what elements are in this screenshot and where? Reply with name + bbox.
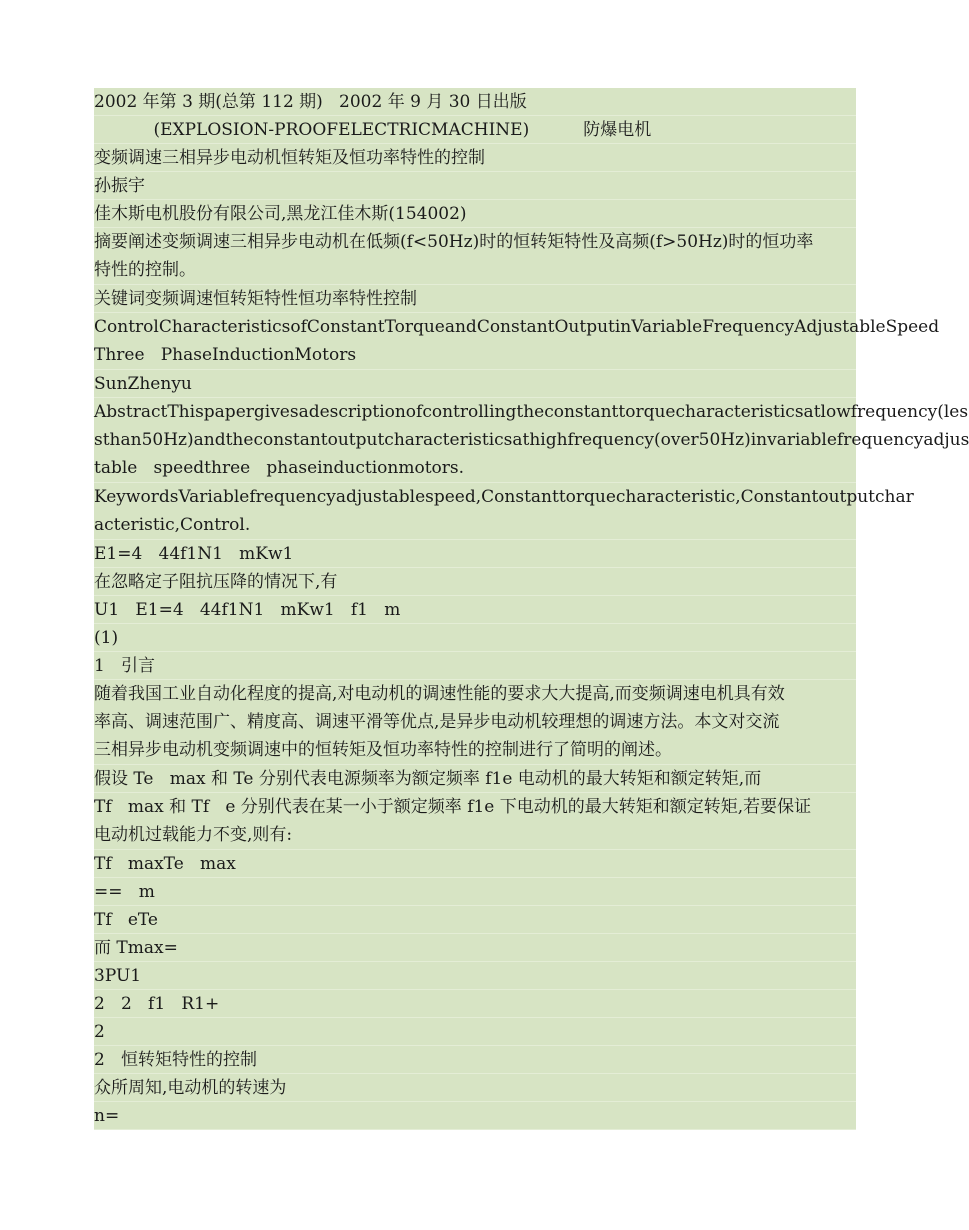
equation-number: (1): [94, 624, 856, 652]
section-heading-1: 1 引言: [94, 652, 856, 680]
abstract-en-word: sthan50Hz)andtheconstantoutputcharacteristicsathighfrequency(over50Hz)invariable: [94, 430, 837, 450]
equation-line: == m: [94, 878, 856, 906]
equation-line: 3PU1: [94, 962, 856, 990]
journal-name: (EXPLOSION-PROOFELECTRICMACHINE) 防爆电机: [94, 116, 856, 144]
equation-line: 2: [94, 1018, 856, 1046]
title-en-line: Three PhaseInductionMotors: [94, 345, 357, 365]
keywords-en-word: speed,Constanttorquecharacteristic,Con: [425, 487, 775, 507]
keywords-en-word: frequencyadjustable: [249, 487, 426, 507]
keywords-en: [94, 483, 914, 540]
intro-line: 三相异步电动机变频调速中的恒转矩及恒功率特性的控制进行了简明的阐述。: [94, 740, 672, 760]
keywords-en-line: [94, 483, 914, 511]
assumption-line: Tf max 和 Tf e 分别代表在某一小于额定频率 f1e 下电动机的最大转矩和额定转矩,若要保证: [94, 797, 812, 817]
title-en-word: Speed: [885, 317, 940, 337]
equation-line: 2 2 f1 R1+: [94, 990, 856, 1018]
affiliation-cn: 佳木斯电机股份有限公司,黑龙江佳木斯(154002): [94, 200, 856, 228]
equation-e1: E1=4 44f1N1 mKw1: [94, 540, 856, 568]
keywords-en-line: acteristic,Control.: [94, 515, 251, 535]
text-motor-speed: 众所周知,电动机的转速为: [94, 1074, 856, 1102]
issue-line: 2002 年第 3 期(总第 112 期) 2002 年 9 月 30 日出版: [94, 88, 856, 116]
abstract-cn: [94, 228, 856, 285]
keywords-en-word: Variable: [178, 487, 250, 507]
abstract-en-line: [94, 426, 969, 454]
section-heading-2: 2 恒转矩特性的控制: [94, 1046, 856, 1074]
abstract-en-word: Thispapergivesadescriptionofcontrollingtheconstanttorquecharacteristicsatlowfrequency(les: [167, 402, 969, 422]
article-title-en: [94, 313, 940, 370]
equation-u1: U1 E1=4 44f1N1 mKw1 f1 m: [94, 596, 856, 624]
abstract-cn-line: 特性的控制。: [94, 260, 196, 280]
author-cn: 孙振宇: [94, 172, 856, 200]
assumption-line: 假设 Te max 和 Te 分别代表电源频率为额定频率 f1e 电动机的最大转矩和额定转矩,而: [94, 765, 856, 793]
assumption-paragraph: [94, 793, 856, 850]
intro-line: 随着我国工业自动化程度的提高,对电动机的调速性能的要求大大提高,而变频调速电机具有效: [94, 684, 785, 704]
intro-line: 率高、调速范围广、精度高、调速平滑等优点,是异步电动机较理想的调速方法。本文对交流: [94, 712, 780, 732]
author-en: SunZhenyu: [94, 370, 856, 398]
article-title-cn: 变频调速三相异步电动机恒转矩及恒功率特性的控制: [94, 144, 856, 172]
title-en-word: ControlCharacteristicsofConstantTorqueandConstantOutputinVariable: [94, 317, 703, 337]
equation-line: 而 Tmax=: [94, 934, 856, 962]
abstract-en-word: frequencyadjus: [836, 430, 969, 450]
abstract-en-line: [94, 398, 969, 426]
title-en-line: [94, 313, 940, 341]
keywords-cn: 关键词变频调速恒转矩特性恒功率特性控制: [94, 285, 856, 313]
abstract-en-word: Abstract: [94, 402, 168, 422]
assumption-line: 电动机过载能力不变,则有:: [94, 825, 293, 845]
intro-paragraph: [94, 680, 856, 765]
equation-n: n=: [94, 1102, 856, 1130]
equation-line: Tf eTe: [94, 906, 856, 934]
abstract-en-line: table speedthree phaseinductionmotors.: [94, 458, 465, 478]
text-ignore-impedance: 在忽略定子阻抗压降的情况下,有: [94, 568, 856, 596]
equation-line: Tf maxTe max: [94, 850, 856, 878]
keywords-en-word: Keywords: [94, 487, 179, 507]
title-en-word: FrequencyAdjustable: [702, 317, 886, 337]
abstract-en: [94, 398, 969, 483]
keywords-en-word: stantoutputchar: [774, 487, 914, 507]
abstract-cn-line: 摘要阐述变频调速三相异步电动机在低频(f<50Hz)时的恒转矩特性及高频(f>50Hz)时的恒功率: [94, 232, 814, 252]
document-text-block: [94, 88, 969, 1130]
